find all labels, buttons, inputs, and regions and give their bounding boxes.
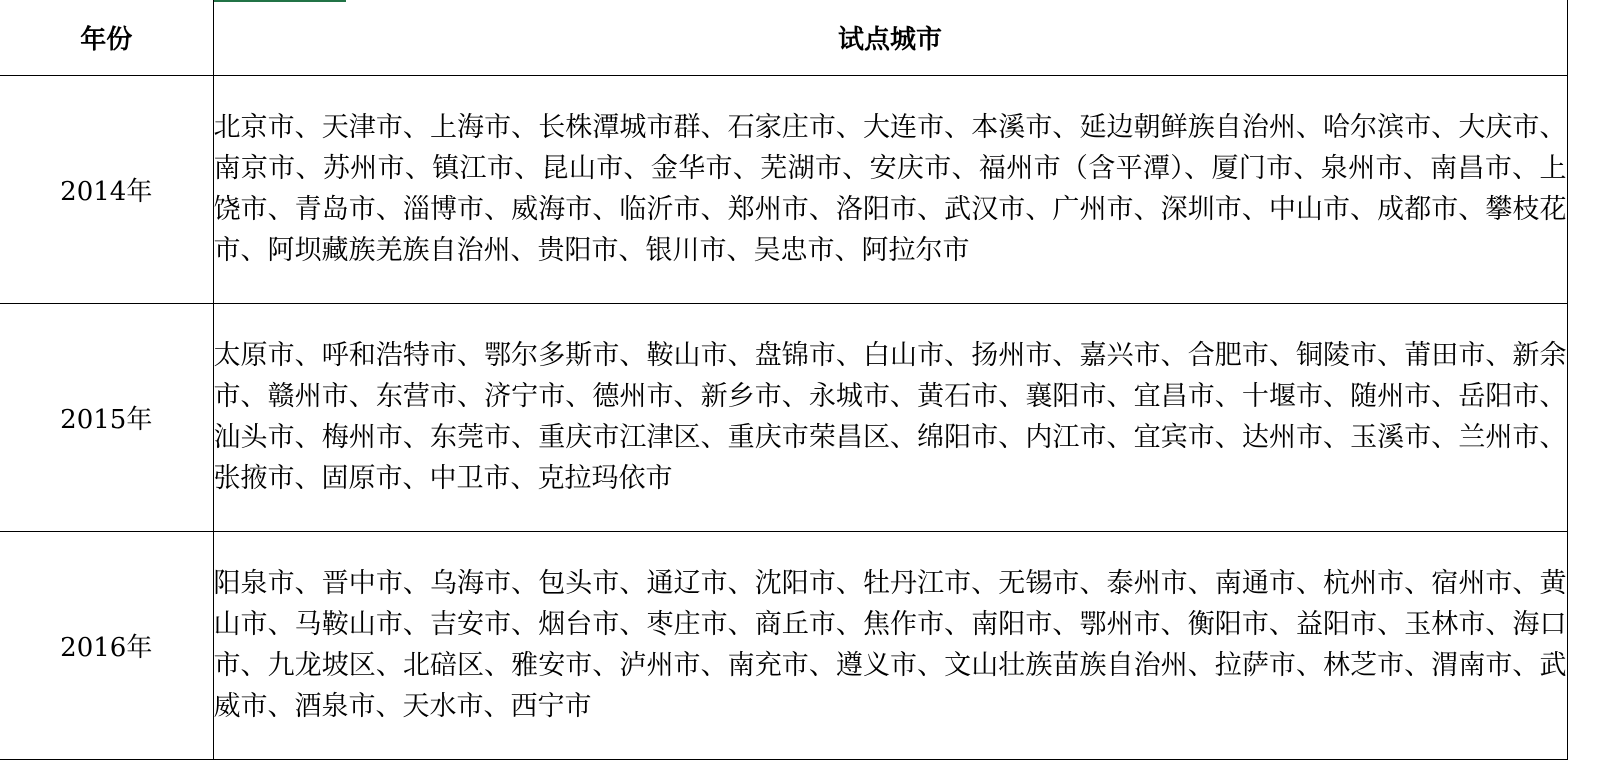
- header-pilot-cities[interactable]: 试点城市: [213, 0, 1567, 75]
- year-cell[interactable]: 2016年: [0, 531, 213, 759]
- cities-cell[interactable]: 北京市、天津市、上海市、长株潭城市群、石家庄市、大连市、本溪市、延边朝鲜族自治州、哈尔滨市、大庆市、南京市、苏州市、镇江市、昆山市、金华市、芜湖市、安庆市、福州市（含平潭）、厦门市、泉州市、南昌市、上饶市、青岛市、淄博市、威海市、临沂市、郑州市、洛阳市、武汉市、广州市、深圳市、中山市、成都市、攀枝花市、阿坝藏族羌族自治州、贵阳市、银川市、吴忠市、阿拉尔市: [213, 75, 1567, 303]
- table-row: [0, 75, 1567, 303]
- table-row: [0, 303, 1567, 531]
- header-year[interactable]: 年份: [0, 0, 213, 75]
- year-cell[interactable]: 2015年: [0, 303, 213, 531]
- table-row: [0, 531, 1567, 759]
- table-header-row: [0, 0, 1567, 75]
- cities-cell[interactable]: 太原市、呼和浩特市、鄂尔多斯市、鞍山市、盘锦市、白山市、扬州市、嘉兴市、合肥市、铜陵市、莆田市、新余市、赣州市、东营市、济宁市、德州市、新乡市、永城市、黄石市、襄阳市、宜昌市、十堰市、随州市、岳阳市、汕头市、梅州市、东莞市、重庆市江津区、重庆市荣昌区、绵阳市、内江市、宜宾市、达州市、玉溪市、兰州市、张掖市、固原市、中卫市、克拉玛依市: [213, 303, 1567, 531]
- cities-cell[interactable]: 阳泉市、晋中市、乌海市、包头市、通辽市、沈阳市、牡丹江市、无锡市、泰州市、南通市、杭州市、宿州市、黄山市、马鞍山市、吉安市、烟台市、枣庄市、商丘市、焦作市、南阳市、鄂州市、衡阳市、益阳市、玉林市、海口市、九龙坡区、北碚区、雅安市、泸州市、南充市、遵义市、文山壮族苗族自治州、拉萨市、林芝市、渭南市、武威市、酒泉市、天水市、西宁市: [213, 531, 1567, 759]
- year-cell[interactable]: 2014年: [0, 75, 213, 303]
